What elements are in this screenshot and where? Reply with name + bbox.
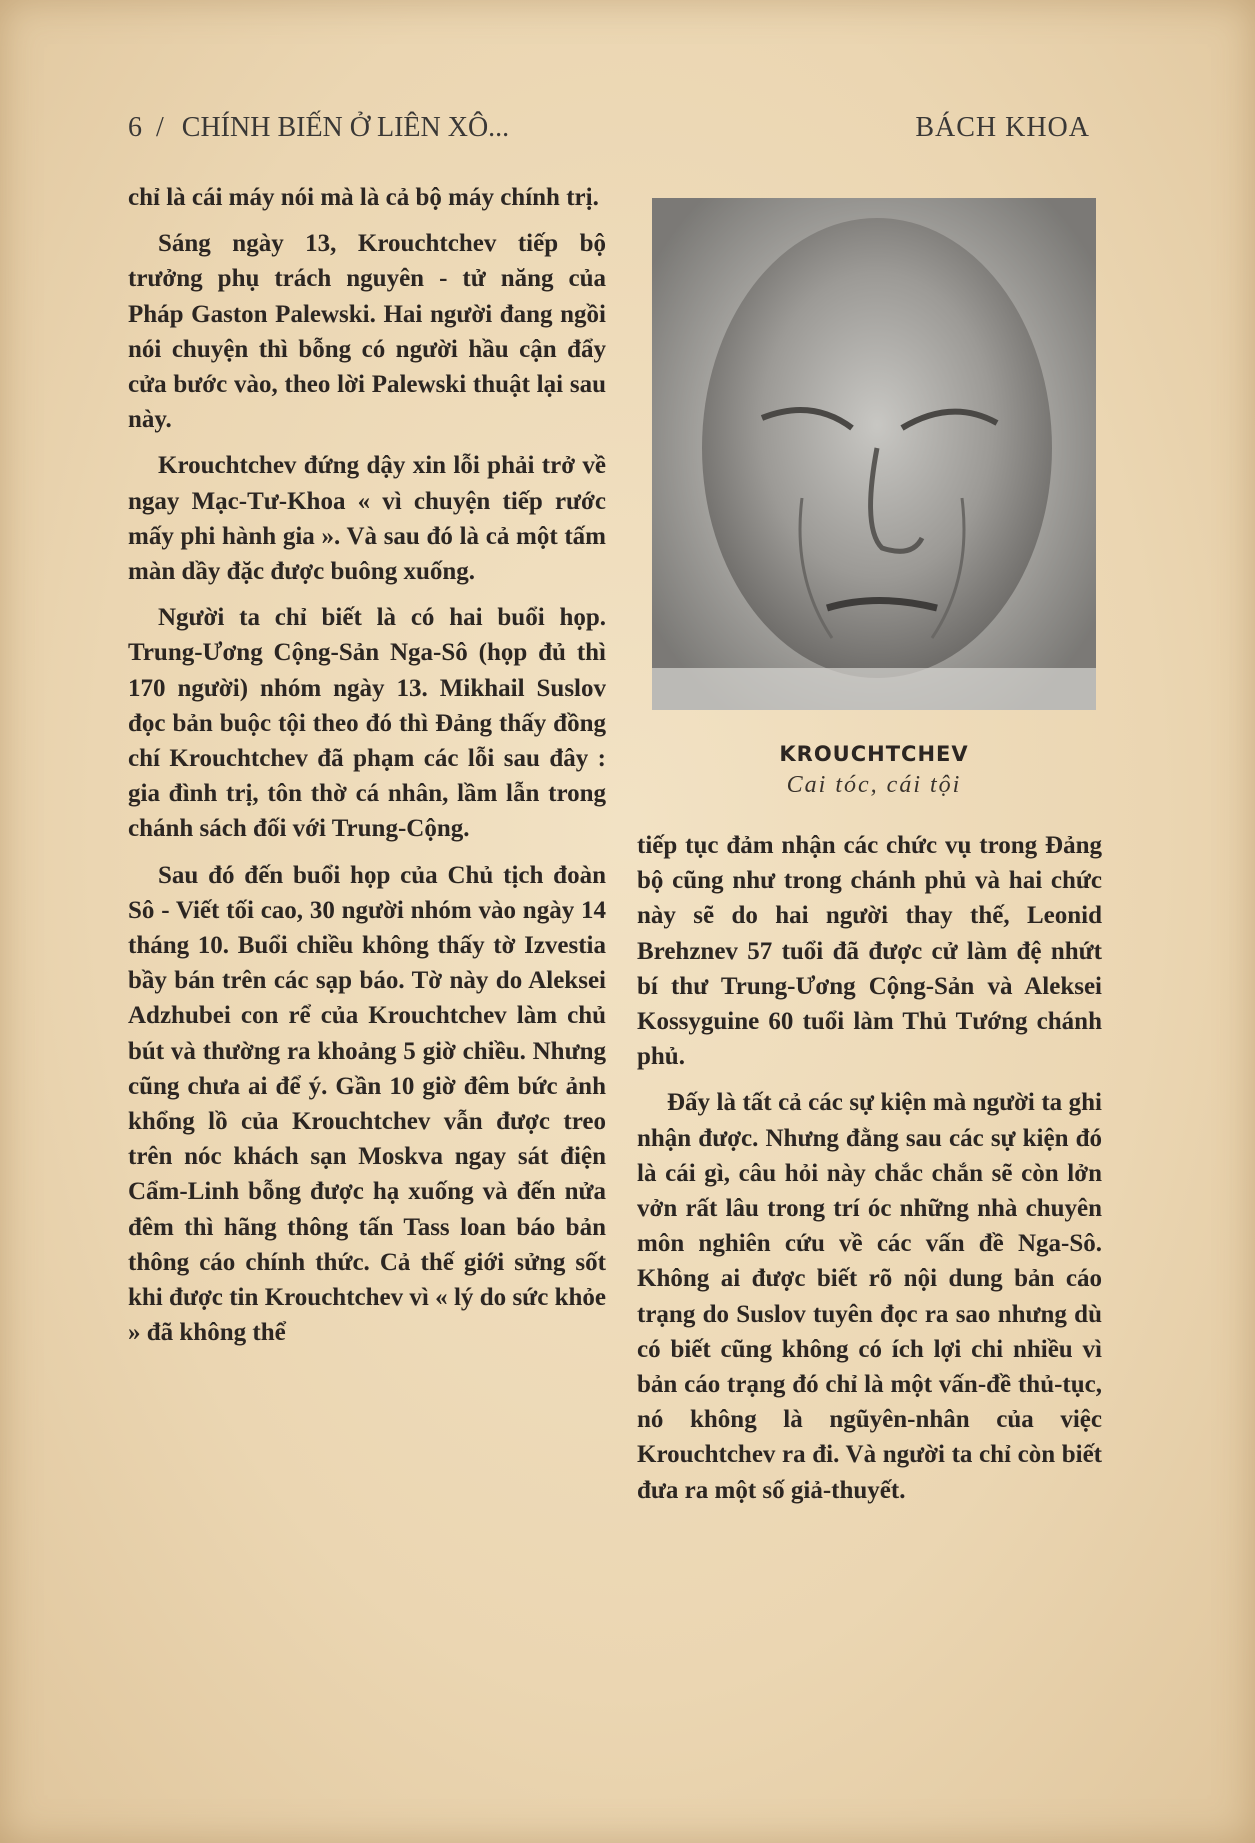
paragraph: Người ta chỉ biết là có hai buổi họp. Trung-Ương Cộng-Sản Nga-Sô (họp đủ thì 170 người) nhóm ngày 13. Mikhail Suslov đọc bản buộc tội theo đó thì Đảng thấy đồng chí Krouchtchev đã phạm các lỗi sau đây : gia đình trị, tôn thờ cá nhân, lầm lẫn trong chánh sách đối với Trung-Cộng. xyxy=(128,604,606,843)
photo-caption-name: KROUCHTCHEV xyxy=(779,742,969,766)
paragraph: Sáng ngày 13, Krouchtchev tiếp bộ trưởng phụ trách nguyên - tử năng của Pháp Gaston Palewski. Hai người đang ngồi nói chuyện thì bỗng có người hầu cận đẩy cửa bước vào, theo lời Palewski thuật lại sau này. xyxy=(128,230,606,434)
paragraph: chỉ là cái máy nói mà là cả bộ máy chính trị. xyxy=(128,184,599,211)
left-column xyxy=(128,180,606,1362)
right-column xyxy=(637,828,1102,1519)
paragraph: tiếp tục đảm nhận các chức vụ trong Đảng bộ cũng như trong chánh phủ và hai chức này sẽ do hai người thay thế, Leonid Brehznev 57 tuổi đã được cử làm đệ nhứt bí thư Trung-Ương Cộng-Sản và Aleksei Kossyguine 60 tuổi làm Thủ Tướng chánh phủ. xyxy=(637,832,1102,1071)
header-left xyxy=(128,112,509,144)
paragraph: Krouchtchev đứng dậy xin lỗi phải trở về ngay Mạc-Tư-Khoa « vì chuyện tiếp rước mấy phi hành gia ». Và sau đó là cả một tấm màn dầy đặc được buông xuống. xyxy=(128,452,606,586)
page-number: 6 xyxy=(128,112,142,143)
header-separator: / xyxy=(156,112,164,143)
portrait-illustration xyxy=(652,198,1096,710)
paragraph: Đấy là tất cả các sự kiện mà người ta ghi nhận được. Nhưng đằng sau các sự kiện đó là cái gì, câu hỏi này chắc chắn sẽ còn lởn vởn rất lâu trong trí óc những nhà chuyên môn nghiên cứu về các vấn đề Nga-Sô. Không ai được biết rõ nội dung bản cáo trạng do Suslov tuyên đọc ra sao nhưng dù có biết cũng không có ích lợi chi nhiều vì bản cáo trạng đó chỉ là một vấn-đề thủ-tục, nó không là ngũyên-nhân của việc Krouchtchev ra đi. Và người ta chỉ còn biết đưa ra một số giả-thuyết. xyxy=(637,1089,1102,1504)
magazine-name: BÁCH KHOA xyxy=(915,112,1090,143)
portrait-photo xyxy=(652,198,1096,710)
paragraph: Sau đó đến buổi họp của Chủ tịch đoàn Sô - Viết tối cao, 30 người nhóm vào ngày 14 tháng 10. Buổi chiều không thấy tờ Izvestia bầy bán trên các sạp báo. Tờ này do Aleksei Adzhubei con rể của Krouchtchev làm chủ bút và thường ra khoảng 5 giờ chiều. Nhưng cũng chưa ai để ý. Gần 10 giờ đêm bức ảnh khổng lồ của Krouchtchev vẫn được treo trên nóc khách sạn Moskva ngay sát điện Cẩm-Linh bỗng được hạ xuống và đến nửa đêm thì hãng thông tấn Tass loan báo bản thông cáo chính thức. Cả thế giới sửng sốt khi được tin Krouchtchev vì « lý do sức khỏe » đã không thể xyxy=(128,861,606,1347)
section-title: CHÍNH BIẾN Ở LIÊN XÔ... xyxy=(181,112,510,143)
photo-caption-subtitle: Cai tóc, cái tội xyxy=(786,772,962,798)
